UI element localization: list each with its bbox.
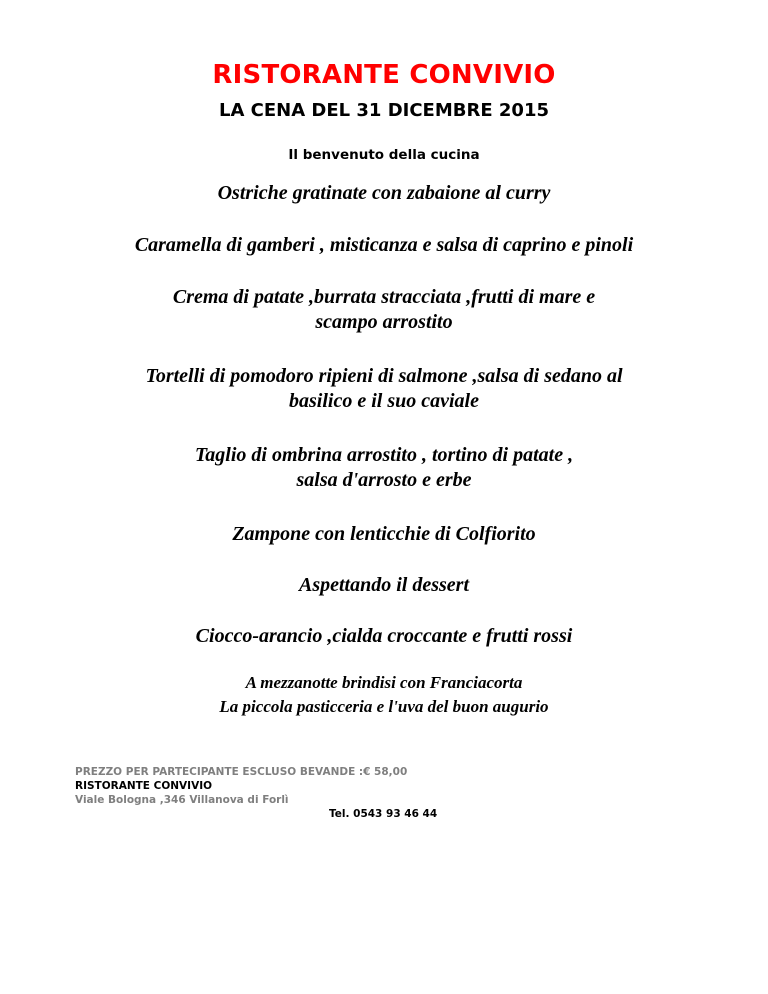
midnight-line-2: La piccola pasticceria e l'uva del buon augurio [219, 697, 549, 716]
course-1: Ostriche gratinate con zabaione al curry [217, 182, 551, 204]
welcome-heading: Il benvenuto della cucina [288, 147, 480, 163]
course-4 [0, 364, 768, 414]
footer-address: Viale Bologna ,346 Villanova di Forlì [75, 794, 289, 806]
midnight-block [0, 671, 768, 719]
course-8: Ciocco-arancio ,cialda croccante e frutti rossi [195, 625, 573, 647]
course-2: Caramella di gamberi , misticanza e salsa di caprino e pinoli [134, 234, 634, 256]
course-3-line-2: scampo arrostito [315, 311, 453, 333]
course-5-line-1: Taglio di ombrina arrostito , tortino di patate , [194, 444, 574, 466]
course-4-line-1: Tortelli di pomodoro ripieni di salmone ,salsa di sedano al [145, 365, 623, 387]
course-5-line-2: salsa d'arrosto e erbe [296, 469, 472, 491]
footer-phone: Tel. 0543 93 46 44 [329, 808, 438, 820]
course-4-line-2: basilico e il suo caviale [289, 390, 479, 412]
price-line: PREZZO PER PARTECIPANTE ESCLUSO BEVANDE :€ 58,00 [75, 766, 408, 778]
course-6: Zampone con lenticchie di Colfiorito [232, 523, 536, 545]
course-5 [0, 443, 768, 493]
course-7: Aspettando il dessert [298, 574, 469, 596]
footer-restaurant-name: RISTORANTE CONVIVIO [75, 780, 213, 792]
midnight-line-1: A mezzanotte brindisi con Franciacorta [245, 673, 523, 692]
course-3-line-1: Crema di patate ,burrata stracciata ,frutti di mare e [172, 286, 596, 308]
restaurant-title: RISTORANTE CONVIVIO [212, 60, 556, 90]
event-title: LA CENA DEL 31 DICEMBRE 2015 [218, 100, 550, 121]
course-3 [0, 285, 768, 335]
